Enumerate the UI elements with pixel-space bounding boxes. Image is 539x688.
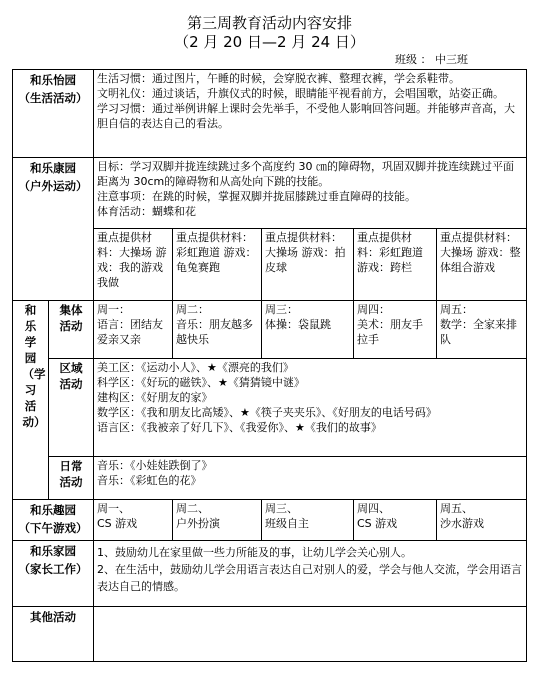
area-art: 美工区：《运动小人》、★《漂亮的我们》 bbox=[97, 361, 294, 374]
outdoor-day-1: 重点提供材料：大操场 游戏：我的游戏我做 bbox=[94, 229, 173, 301]
outdoor-activity: 体育活动：蝴蝶和花 bbox=[97, 205, 196, 218]
life-content bbox=[94, 70, 527, 158]
other-content bbox=[94, 607, 527, 662]
group-activity-row bbox=[13, 301, 527, 359]
outdoor-row bbox=[13, 158, 527, 229]
outdoor-goals bbox=[94, 158, 527, 229]
other-row bbox=[13, 607, 527, 662]
outdoor-day-2: 重点提供材料：彩虹跑道 游戏：龟兔赛跑 bbox=[173, 229, 262, 301]
learning-header: 和乐学园（学习活动） bbox=[13, 301, 49, 500]
daily-activity-row bbox=[13, 457, 527, 500]
life-habit: 生活习惯：通过图片，午睡的时候，会穿脱衣裤、整理衣裤，学会系鞋带。 bbox=[97, 72, 460, 85]
life-row bbox=[13, 70, 527, 158]
play-day-5: 周五、 沙水游戏 bbox=[437, 500, 527, 541]
outdoor-notes: 注意事项：在跳的时候，掌握双脚并拢屈膝跳过垂直障碍的技能。 bbox=[97, 190, 416, 203]
daily-activity-label: 日常 活动 bbox=[49, 457, 94, 500]
area-activity-row bbox=[13, 359, 527, 457]
daily-song-1: 音乐：《小娃娃跌倒了》 bbox=[97, 459, 213, 472]
date-range: （2 月 20 日—2 月 24 日） bbox=[174, 33, 365, 51]
play-day-3: 周三、 班级自主 bbox=[262, 500, 354, 541]
group-day-1: 周一： 语言：团结友爱亲又亲 bbox=[94, 301, 173, 359]
outdoor-day-4: 重点提供材料：彩虹跑道 游戏：跨栏 bbox=[354, 229, 437, 301]
group-day-3: 周三： 体操：袋鼠跳 bbox=[262, 301, 354, 359]
play-row bbox=[13, 500, 527, 541]
play-day-4: 周四、 CS 游戏 bbox=[354, 500, 437, 541]
other-header: 其他活动 bbox=[13, 607, 94, 662]
area-activity-content bbox=[94, 359, 527, 457]
area-science: 科学区：《好玩的磁铁》、★《猜猜镜中谜》 bbox=[97, 376, 305, 389]
group-day-2: 周二： 音乐：朋友越多越快乐 bbox=[173, 301, 262, 359]
group-day-5: 周五： 数学：全家来排队 bbox=[437, 301, 527, 359]
play-day-1: 周一、 CS 游戏 bbox=[94, 500, 173, 541]
group-day-4: 周四： 美术：朋友手拉手 bbox=[354, 301, 437, 359]
family-content bbox=[94, 541, 527, 607]
class-label: 班级 ： 中三班 bbox=[395, 53, 468, 66]
family-item-1: 1、鼓励幼儿在家里做一些力所能及的事，让幼儿学会关心别人。 bbox=[97, 546, 412, 559]
area-language: 语言区：《我被亲了好几下》、《我爱你》、★《我们的故事》 bbox=[97, 421, 382, 434]
play-header: 和乐趣园 （下午游戏） bbox=[13, 500, 94, 541]
group-activity-label: 集体 活动 bbox=[49, 301, 94, 359]
schedule-table bbox=[12, 69, 527, 662]
life-study-habit: 学习习惯：通过举例讲解上课时会先举手，不受他人影响回答问题。并能够声音高，大胆自信的表达自己的看法。 bbox=[97, 102, 515, 130]
daily-song-2: 音乐：《彩虹色的花》 bbox=[97, 474, 202, 487]
area-math: 数学区：《我和朋友比高矮》、★《筷子夹夹乐》、《好朋友的电话号码》 bbox=[97, 406, 437, 419]
area-construction: 建构区：《好朋友的家》 bbox=[97, 391, 213, 404]
family-item-2: 2、在生活中，鼓励幼儿学会用语言表达自己对别人的爱，学会与他人交流，学会用语言表达自己的情感。 bbox=[97, 563, 522, 593]
play-day-2: 周二、 户外扮演 bbox=[173, 500, 262, 541]
outdoor-day-5: 重点提供材料：大操场 游戏：整体组合游戏 bbox=[437, 229, 527, 301]
family-header: 和乐家园 （家长工作） bbox=[13, 541, 94, 607]
daily-activity-content bbox=[94, 457, 527, 500]
outdoor-goal: 目标：学习双脚并拢连续跳过多个高度约 30 ㎝的障碍物，巩固双脚并拢连续跳过平面距离为 30cm的障碍物和从高处向下跳的技能。 bbox=[97, 160, 514, 188]
life-header: 和乐怡园 （生活活动） bbox=[13, 70, 94, 158]
outdoor-day-3: 重点提供材料：大操场 游戏：拍皮球 bbox=[262, 229, 354, 301]
area-activity-label: 区域 活动 bbox=[49, 359, 94, 457]
outdoor-header: 和乐康园 （户外运动） bbox=[13, 158, 94, 301]
life-etiquette: 文明礼仪：通过谈话，升旗仪式的时候，眼睛能平视看前方，会唱国歌，站姿正确。 bbox=[97, 87, 504, 100]
page-title: 第三周教育活动内容安排 bbox=[186, 14, 352, 32]
family-row bbox=[13, 541, 527, 607]
